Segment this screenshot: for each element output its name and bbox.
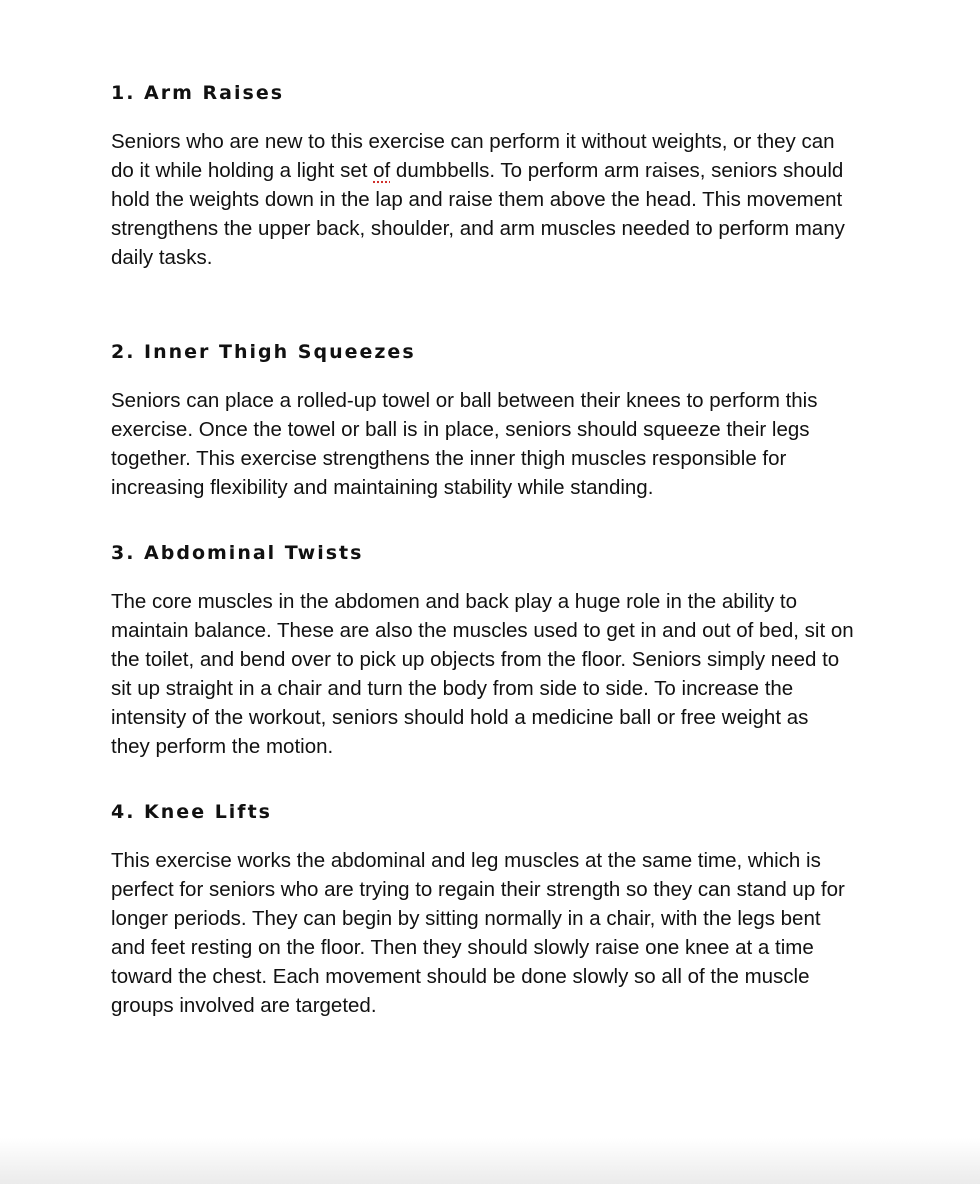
paragraph-line: the toilet, and bend over to pick up objects from the floor. Seniors simply need to — [111, 648, 840, 671]
paragraph-line: intensity of the workout, seniors should hold a medicine ball or free weight as — [111, 706, 809, 729]
section-abdominal-twists — [111, 541, 871, 761]
section-paragraph — [111, 386, 871, 502]
section-paragraph — [111, 127, 871, 272]
paragraph-line: strengthens the upper back, shoulder, and arm muscles needed to perform many — [111, 217, 845, 240]
paragraph-line: sit up straight in a chair and turn the body from side to side. To increase the — [111, 677, 794, 700]
paragraph-line: hold the weights down in the lap and raise them above the head. This movement — [111, 188, 843, 211]
paragraph-line: Seniors can place a rolled-up towel or ball between their knees to perform this — [111, 389, 818, 412]
paragraph-line: perfect for seniors who are trying to regain their strength so they can stand up for — [111, 878, 845, 901]
section-heading: 3. Abdominal Twists — [111, 542, 364, 564]
paragraph-line: The core muscles in the abdomen and back play a huge role in the ability to — [111, 590, 798, 613]
section-heading: 1. Arm Raises — [111, 82, 285, 104]
section-heading: 4. Knee Lifts — [111, 801, 272, 823]
paragraph-line — [111, 156, 871, 185]
section-paragraph — [111, 587, 871, 761]
line-text: do it while holding a light set — [111, 159, 374, 182]
paragraph-line: and feet resting on the floor. Then they should slowly raise one knee at a time — [111, 936, 814, 959]
page-bottom-shadow — [0, 1138, 980, 1184]
paragraph-line: longer periods. They can begin by sitting normally in a chair, with the legs bent — [111, 907, 821, 930]
section-heading: 2. Inner Thigh Squeezes — [111, 341, 416, 363]
paragraph-line: they perform the motion. — [111, 735, 334, 758]
line-text: dumbbells. To perform arm raises, seniors should — [390, 159, 844, 182]
spellcheck-flagged-word[interactable]: of — [373, 159, 391, 182]
paragraph-line: daily tasks. — [111, 246, 213, 269]
paragraph-line: This exercise works the abdominal and leg muscles at the same time, which is — [111, 849, 821, 872]
section-knee-lifts — [111, 800, 871, 1020]
paragraph-line: groups involved are targeted. — [111, 994, 377, 1017]
section-paragraph — [111, 846, 871, 1020]
paragraph-line: Seniors who are new to this exercise can perform it without weights, or they can — [111, 130, 835, 153]
paragraph-line: increasing flexibility and maintaining stability while standing. — [111, 476, 654, 499]
section-arm-raises — [111, 81, 871, 272]
paragraph-line: together. This exercise strengthens the inner thigh muscles responsible for — [111, 447, 787, 470]
paragraph-line: maintain balance. These are also the muscles used to get in and out of bed, sit on — [111, 619, 854, 642]
section-inner-thigh-squeezes — [111, 340, 871, 502]
paragraph-line: exercise. Once the towel or ball is in place, seniors should squeeze their legs — [111, 418, 810, 441]
paragraph-line: toward the chest. Each movement should be done slowly so all of the muscle — [111, 965, 810, 988]
